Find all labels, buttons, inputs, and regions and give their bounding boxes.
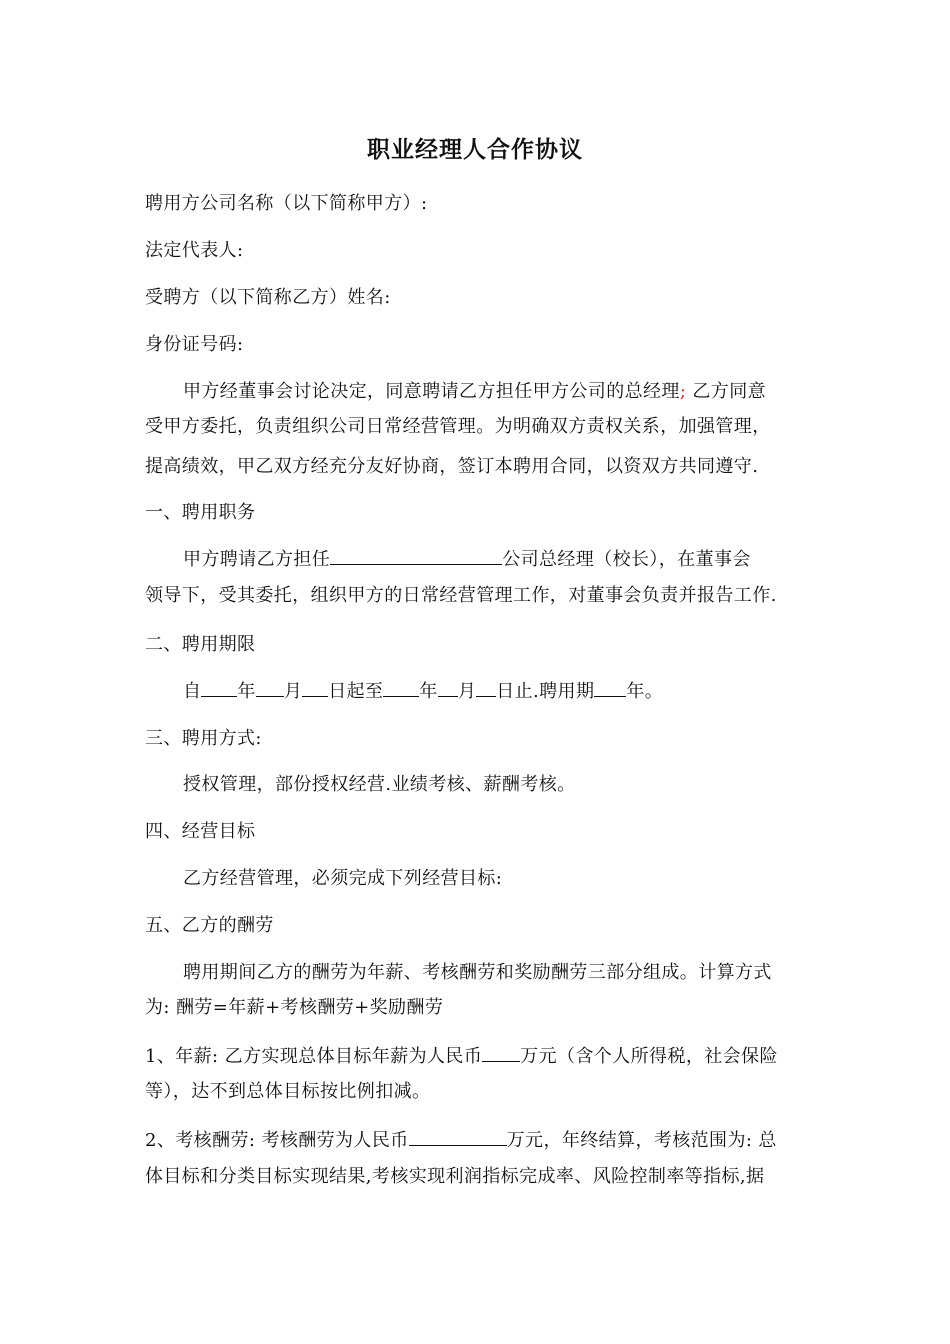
employer-name-field: 聘用方公司名称（以下简称甲方）: xyxy=(145,193,428,214)
term-month-end-text: 月 xyxy=(457,681,477,702)
legal-rep-field: 法定代表人: xyxy=(145,240,244,261)
start-day-blank xyxy=(302,679,328,697)
section-4-heading: 四、经营目标 xyxy=(145,821,256,842)
document-title: 职业经理人合作协议 xyxy=(367,136,583,163)
term-years-text: 年。 xyxy=(626,681,664,702)
assessment-text-a: 2、考核酬劳: 考核酬劳为人民币 xyxy=(145,1130,409,1151)
end-month-blank xyxy=(438,679,458,697)
term-day-end-text: 日止.聘用期 xyxy=(496,681,595,702)
id-number-field: 身份证号码: xyxy=(145,334,244,355)
assessment-item-line-2: 体目标和分类目标实现结果,考核实现利润指标完成率、风险控制率等指标,据 xyxy=(145,1166,765,1187)
start-year-blank xyxy=(201,679,237,697)
salary-item-line-1 xyxy=(145,1042,778,1068)
preamble-text-b: 乙方同意 xyxy=(686,381,767,402)
end-day-blank xyxy=(476,679,496,697)
section-1-line-1 xyxy=(183,545,751,571)
preamble-text-a: 甲方经董事会讨论决定，同意聘请乙方担任甲方公司的总经理 xyxy=(183,381,680,402)
section-5-body-line-2: 为: 酬劳=年薪+考核酬劳+奖励酬劳 xyxy=(145,997,444,1018)
assessment-text-b: 万元，年终结算，考核范围为: 总 xyxy=(506,1130,777,1151)
salary-item-line-2: 等），达不到总体目标按比例扣减。 xyxy=(145,1081,431,1102)
term-month-text: 月 xyxy=(283,681,303,702)
term-line xyxy=(183,677,663,703)
preamble-line-3: 提高绩效，甲乙双方经充分友好协商，签订本聘用合同，以资双方共同遵守. xyxy=(145,456,759,477)
employee-name-field: 受聘方（以下简称乙方）姓名: xyxy=(145,287,391,308)
section-1-line-2: 领导下，受其委托，组织甲方的日常经营管理工作，对董事会负责并报告工作. xyxy=(145,585,777,606)
preamble-line-1 xyxy=(183,377,766,403)
section-1-heading: 一、聘用职务 xyxy=(145,502,256,523)
end-year-blank xyxy=(383,679,419,697)
salary-text-b: 万元（含个人所得税，社会保险 xyxy=(520,1046,778,1067)
preamble-line-2: 受甲方委托，负责组织公司日常经营管理。为明确双方责权关系，加强管理， xyxy=(145,416,771,437)
term-day-text: 日起至 xyxy=(328,681,384,702)
salary-text-a: 1、年薪: 乙方实现总体目标年薪为人民币 xyxy=(145,1046,483,1067)
salary-amount-blank xyxy=(482,1044,520,1062)
position-blank xyxy=(330,547,502,565)
term-from-text: 自 xyxy=(183,681,202,702)
assessment-item-line-1 xyxy=(145,1126,777,1152)
term-years-blank xyxy=(594,679,626,697)
section-5-heading: 五、乙方的酬劳 xyxy=(145,915,274,936)
term-year-end-text: 年 xyxy=(419,681,438,702)
term-year-text: 年 xyxy=(237,681,256,702)
section-3-heading: 三、聘用方式: xyxy=(145,728,262,749)
section-3-body: 授权管理，部份授权经营.业绩考核、薪酬考核。 xyxy=(183,774,576,795)
start-month-blank xyxy=(256,679,284,697)
assessment-amount-blank xyxy=(409,1128,507,1146)
section-1-text-b: 公司总经理（校长），在董事会 xyxy=(502,549,751,570)
section-4-body: 乙方经营管理，必须完成下列经营目标: xyxy=(183,868,503,889)
section-2-heading: 二、聘用期限 xyxy=(145,634,256,655)
section-1-text-a: 甲方聘请乙方担任 xyxy=(183,549,331,570)
section-5-body-line-1: 聘用期间乙方的酬劳为年薪、考核酬劳和奖励酬劳三部分组成。计算方式 xyxy=(183,962,772,983)
preamble-separator: ; xyxy=(679,381,687,402)
